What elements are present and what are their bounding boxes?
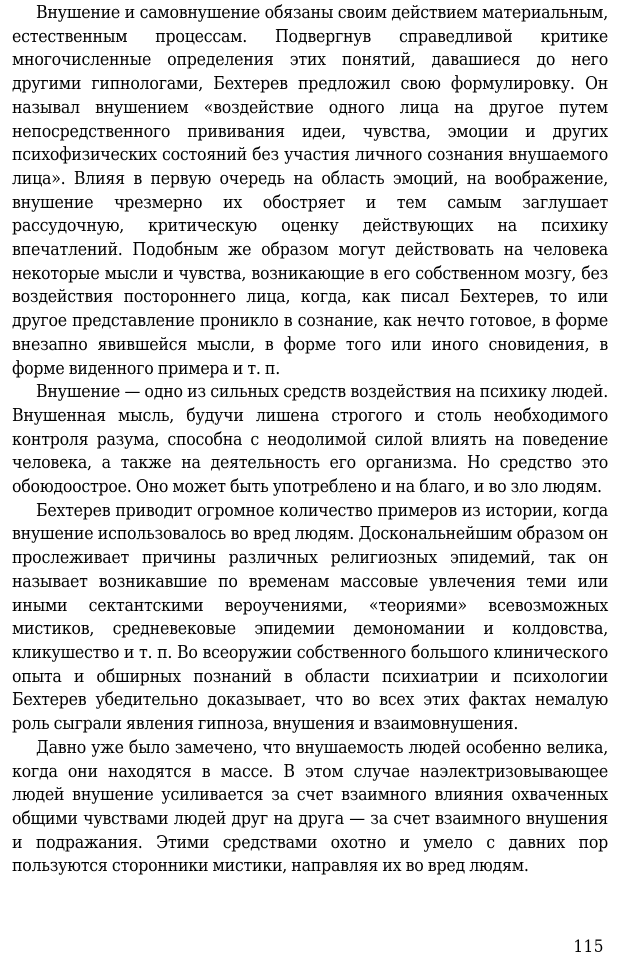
paragraph-2: Внушение — одно из сильных средств воздействия на психику людей. Внушенная мысль, будучи лишена строгого и столь необходимого контроля разума, способна с неодолимой силой влиять на поведение человека, а также на деятельность его организма. Но средство это обоюдоострое. Оно может быть употреблено и на благо, и во зло людям. xyxy=(12,382,608,498)
paragraph-3: Бехтерев приводит огромное количество примеров из истории, когда внушение использовалось во вред людям. Доскональнейшим образом он прослеживает причины различных религиозных эпидемий, так он называет возникавшие по временам массовые увлечения теми или иными сектантскими вероучениями, «теориями» всевозможных мистиков, средневековые эпидемии демономании и колдовства, кликушество и т. п. Во всеоружии собственного большого клинического опыта и обширных познаний в области психиатрии и психологии Бехтерев убедительно доказывает, что во всех этих фактах немалую роль сыграли явления гипноза, внушения и взаимовнушения. xyxy=(12,500,608,735)
book-page xyxy=(12,0,608,969)
page-number: 115 xyxy=(573,937,604,957)
body-text xyxy=(12,2,608,879)
paragraph-1: Внушение и самовнушение обязаны своим действием материальным, естественным процессам. Подвергнув справедливой критике многочисленные определения этих понятий, давашиеся до него другими гипнологами, Бехтерев предложил свою формулировку. Он называл внушением «воздействие одного лица на другое путем непосредственного прививания идеи, чувства, эмоции и других психофизических состояний без участия личного сознания внушаемого лица». Влияя в первую очередь на область эмоций, на воображение, внушение чрезмерно их обостряет и тем самым заглушает рассудочную, критическую оценку действующих на психику впечатлений. Подобным же образом могут действовать на человека некоторые мысли и чувства, возникающие в его собственном мозгу, без воздействия постороннего лица, когда, как писал Бехтерев, то или другое представление проникло в сознание, как нечто готовое, в форме внезапно явившейся мысли, в форме того или иного сновидения, в форме виденного примера и т. п. xyxy=(12,3,608,379)
paragraph-4: Давно уже было замечено, что внушаемость людей особенно велика, когда они находятся в массе. В этом случае наэлектризовывающее людей внушение усиливается за счет взаимного влияния охваченных общими чувствами людей друг на друга — за счет взаимного внушения и подражания. Этими средствами охотно и умело с давних пор пользуются сторонники мистики, направляя их во вред людям. xyxy=(12,737,608,877)
